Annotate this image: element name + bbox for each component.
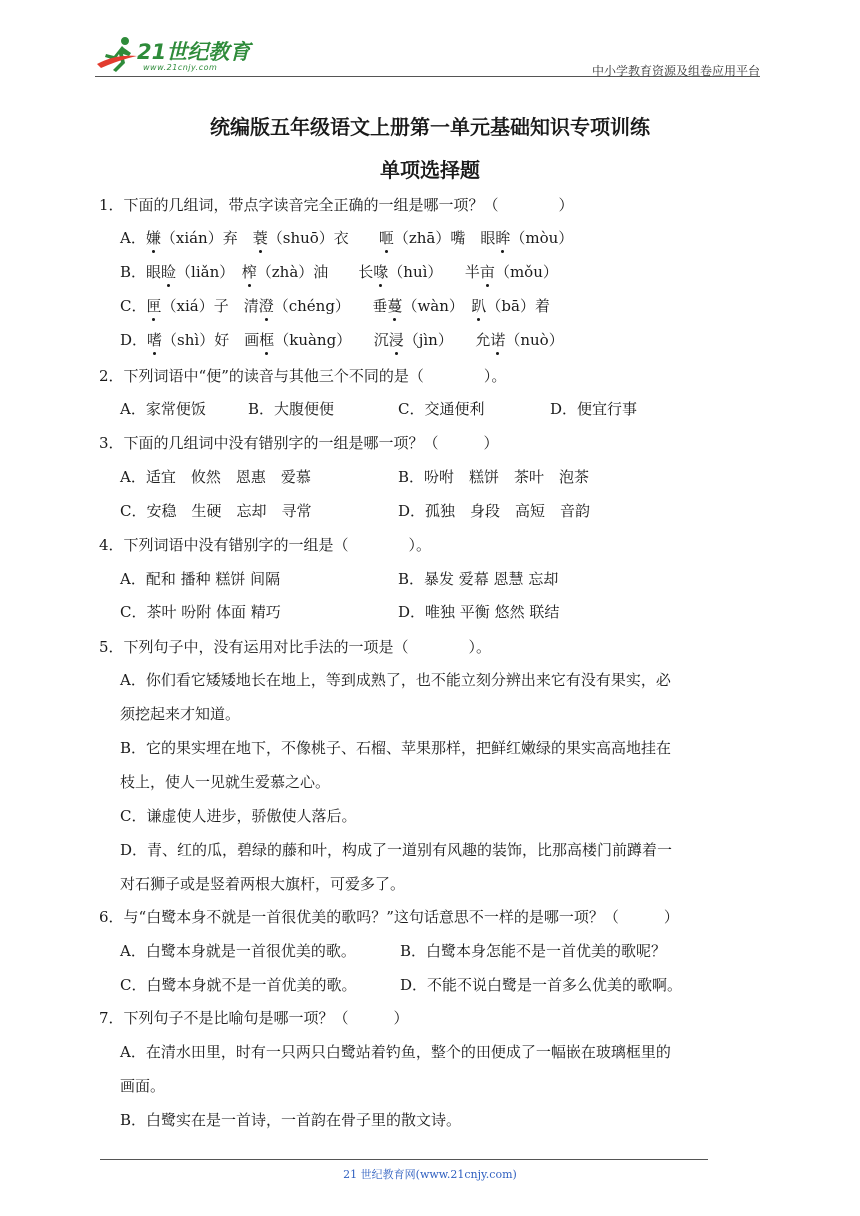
question-4-stem: 4．下列词语中没有错别字的一组是（ ）。 [99, 536, 432, 554]
question-6-option-a: A．白鹭本身就是一首很优美的歌。 [120, 942, 356, 960]
question-6-stem: 6．与“白鹭本身不就是一首很优美的歌吗？”这句话意思不一样的是哪一项？（ ） [99, 908, 679, 926]
question-4-option-c: C．茶叶 吩附 体面 精巧 [120, 603, 281, 621]
question-5-line-2: 须挖起来才知道。 [120, 705, 241, 723]
question-2-option-c: C．交通便利 [398, 400, 485, 418]
question-5-line-5: C．谦虚使人进步，骄傲使人落后。 [120, 807, 357, 825]
question-3-option-a: A．适宜 攸然 恩惠 爱慕 [120, 468, 311, 486]
question-1-option-c: C．匣（xiá）子 清澄（chéng） 垂蔓（wàn） 趴（bā）着 [120, 297, 550, 315]
logo [95, 34, 270, 76]
question-6-option-c: C．白鹭本身就不是一首优美的歌。 [120, 976, 357, 994]
header-divider [95, 76, 760, 77]
question-5-stem: 5．下列句子中，没有运用对比手法的一项是（ ）。 [99, 638, 492, 656]
question-2-option-a: A．家常便饭 [120, 400, 206, 418]
question-3-stem: 3．下面的几组词中没有错别字的一组是哪一项？（ ） [99, 434, 499, 452]
question-2-stem: 2．下列词语中“便”的读音与其他三个不同的是（ ）。 [99, 367, 507, 385]
platform-name: 中小学教育资源及组卷应用平台 [591, 64, 760, 78]
question-5-line-7: 对石狮子或是竖着两根大旗杆，可爱多了。 [120, 875, 406, 893]
question-4-option-d: D．唯独 平衡 悠然 联结 [398, 603, 560, 621]
footer-divider [100, 1159, 708, 1160]
question-6-option-d: D．不能不说白鹭是一首多么优美的歌啊。 [400, 976, 683, 994]
question-4-option-b: B．暴发 爱幕 恩慧 忘却 [398, 570, 559, 588]
question-1-option-a: A．嫌（xián）弃 蓑（shuō）衣 咂（zhā）嘴 眼眸（mòu） [120, 229, 574, 247]
question-7-line-2: 画面。 [120, 1077, 166, 1095]
question-1-stem: 1．下面的几组词，带点字读音完全正确的一组是哪一项？（ ） [99, 196, 574, 214]
question-2-option-b: B．大腹便便 [248, 400, 335, 418]
footer-link[interactable]: 21 世纪教育网(www.21cnjy.com) [343, 1168, 517, 1181]
question-5-line-4: 枝上，使人一见就生爱慕之心。 [120, 773, 331, 791]
question-7-line-1: A．在清水田里，时有一只两只白鹭站着钓鱼，整个的田便成了一幅嵌在玻璃框里的 [120, 1043, 671, 1061]
question-3-option-d: D．孤独 身段 高短 音韵 [398, 502, 591, 520]
page-title: 统编版五年级语文上册第一单元基础知识专项训练 [210, 115, 650, 139]
question-5-line-3: B．它的果实埋在地下，不像桃子、石榴、苹果那样，把鲜红嫩绿的果实高高地挂在 [120, 739, 672, 757]
question-7-line-3: B．白鹭实在是一首诗，一首韵在骨子里的散文诗。 [120, 1111, 462, 1129]
logo-url: www.21cnjy.com [143, 63, 218, 72]
question-6-option-b: B．白鹭本身怎能不是一首优美的歌呢？ [400, 942, 667, 960]
question-3-option-b: B．吩咐 糕饼 茶叶 泡茶 [398, 468, 590, 486]
question-1-option-d: D．嗜（shì）好 画框（kuàng） 沉浸（jìn） 允诺（nuò） [120, 331, 564, 349]
question-7-stem: 7．下列句子不是比喻句是哪一项？（ ） [99, 1009, 409, 1027]
question-5-line-6: D．青、红的瓜，碧绿的藤和叶，构成了一道别有风趣的装饰，比那高楼门前蹲着一 [120, 841, 673, 859]
question-1-option-b: B．眼睑（liǎn） 榨（zhà）油 长喙（huì） 半亩（mǒu） [120, 263, 558, 281]
page-header [95, 30, 760, 80]
logo-text: 21世纪教育 [137, 40, 251, 64]
section-title: 单项选择题 [380, 158, 480, 182]
runner-logo-icon [95, 34, 139, 76]
question-4-option-a: A．配和 播种 糕饼 间隔 [120, 570, 281, 588]
question-5-line-1: A．你们看它矮矮地长在地上，等到成熟了，也不能立刻分辨出来它有没有果实，必 [120, 671, 671, 689]
question-2-option-d: D．便宜行事 [550, 400, 638, 418]
question-3-option-c: C．安稳 生硬 忘却 寻常 [120, 502, 312, 520]
